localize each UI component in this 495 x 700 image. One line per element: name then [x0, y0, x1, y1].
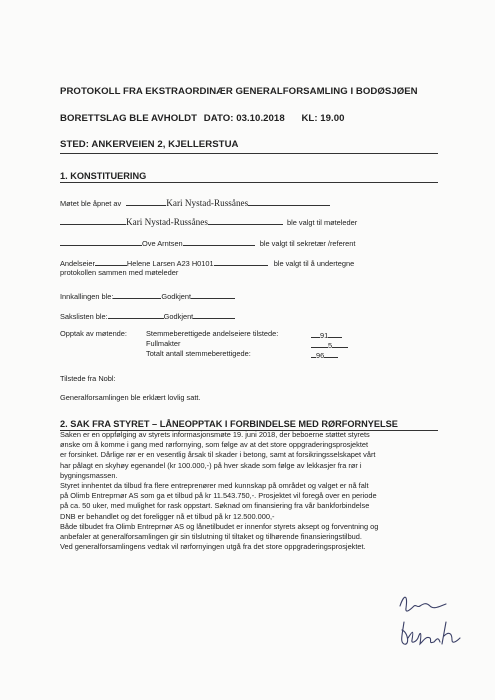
body-line: har pålagt en skyhøy egenandel (kr 100.000,-) på hver skade som følge av lekkasjer fra rør i	[60, 460, 362, 470]
count-voting-value: 91	[320, 331, 329, 340]
summons-label: Innkallingen ble:	[60, 292, 114, 301]
section1-heading: 1. KONSTITUERING	[60, 171, 147, 181]
fill-line	[113, 290, 161, 299]
count-total-label: Totalt antall stemmeberettigede:	[146, 349, 251, 358]
body-line: på ca. 50 uker, med mulighet for rask oppstart. Søknad om finansiering fra vår bankforbindelse	[60, 501, 370, 511]
count-proxies-value: 5	[328, 341, 333, 350]
count-voting-label: Stemmeberettigede andelseiere tilstede:	[146, 329, 279, 338]
fill-line	[126, 197, 166, 206]
owner-value: Helene Larsen A23 H0101	[126, 259, 214, 268]
secretary-row	[60, 237, 355, 248]
owner-line-2: protokollen sammen med møteleder	[60, 268, 179, 277]
fill-line	[311, 339, 328, 348]
title-line-2	[60, 113, 345, 124]
agenda-label: Sakslisten ble:	[60, 312, 108, 321]
fill-line	[60, 216, 126, 225]
fill-line	[248, 197, 330, 206]
fill-line	[95, 257, 127, 266]
opened-by-row	[60, 197, 330, 208]
body-line: anbefaler at generalforsamlingen gir sin tilslutning til tiltaket og tilhørende finansieringstilbud.	[60, 532, 362, 542]
body-line: er forsinket. Dårlige rør er en vesentlig årsak til skader i betong, samt at forsikringsselskapet vårt	[60, 450, 376, 460]
header-divider	[60, 153, 438, 154]
body-line: Både tilbudet fra Olimb Entreprnør AS og lånetilbudet er innenfor styrets aksept og forventning og	[60, 521, 379, 531]
fill-line	[328, 329, 342, 338]
count-total-field	[311, 349, 338, 360]
body-line: på Olimb Entreprnør AS som ga et tilbud på kr 11.543.750,-. Prosjektet vil foregå over en periode	[60, 491, 377, 501]
fill-line	[183, 237, 255, 246]
agenda-row	[60, 310, 235, 321]
opened-label: Møtet ble åpnet av	[60, 199, 122, 208]
fill-line	[191, 290, 235, 299]
fill-line	[193, 310, 235, 319]
count-proxies-label: Fullmakter	[146, 339, 181, 348]
secretary-suffix: ble valgt til sekretær /referent	[259, 239, 356, 248]
owner-suffix: ble valgt til å undertegne	[273, 259, 355, 268]
fill-line	[108, 310, 164, 319]
document-title: PROTOKOLL FRA EKSTRAORDINÆR GENERALFORSAMLING I BODØSJØEN	[60, 86, 418, 97]
present-label: Tilstede fra Nobl:	[60, 374, 116, 383]
summons-row	[60, 290, 235, 301]
meeting-date: DATO: 03.10.2018	[203, 113, 285, 124]
opened-by-name: Kari Nystad-Russånes	[166, 198, 249, 208]
fill-line	[311, 329, 320, 338]
count-label: Opptak av møtende:	[60, 329, 127, 338]
handwritten-initials	[390, 592, 470, 652]
meeting-place: STED: ANKERVEIEN 2, KJELLERSTUA	[60, 139, 239, 150]
body-line: ønske om å komme i gang med rørfornying, som følge av at det store oppgraderingsprosjektet	[60, 440, 369, 450]
body-line: Styret innhentet da tilbud fra flere entreprenører med kunnskap på området og valget er nå falt	[60, 481, 369, 491]
fill-line	[332, 339, 348, 348]
section1-divider	[60, 182, 438, 183]
fill-line	[214, 257, 268, 266]
owner-row	[60, 257, 354, 268]
legal-text: Generalforsamlingen ble erklært lovlig satt.	[60, 393, 201, 402]
body-line: Ved generalforsamlingens vedtak vil rørfornyingen utgå fra det store oppgraderingsprosjektet.	[60, 542, 366, 552]
chair-suffix: ble valgt til møteleder	[286, 218, 358, 227]
chair-name: Kari Nystad-Russånes	[126, 217, 208, 227]
agenda-value: Godkjent	[163, 312, 194, 321]
body-line: Saken er en oppfølging av styrets informasjonsmøte 19. juni 2018, der beboerne støttet styrets	[60, 430, 370, 439]
count-total-value: 96	[316, 351, 325, 360]
section2-body	[60, 430, 442, 552]
summons-value: Godkjent	[161, 292, 192, 301]
body-line: DNB er behandlet og det foreligger nå et tilbud på kr 12.500.000,-	[60, 511, 275, 521]
chair-row	[60, 216, 357, 227]
owner-label: Andelseier	[60, 259, 95, 268]
section2-heading: 2. SAK FRA STYRET – LÅNEOPPTAK I FORBINDELSE MED RØRFORNYELSE	[60, 419, 398, 429]
title-org: BORETTSLAG BLE AVHOLDT	[60, 113, 198, 124]
secretary-name: Ove Arntsen	[142, 239, 183, 248]
meeting-time: KL: 19.00	[301, 113, 345, 124]
fill-line	[60, 237, 142, 246]
body-line: bygningsmassen.	[60, 470, 118, 480]
fill-line	[324, 349, 338, 358]
fill-line	[208, 216, 283, 225]
